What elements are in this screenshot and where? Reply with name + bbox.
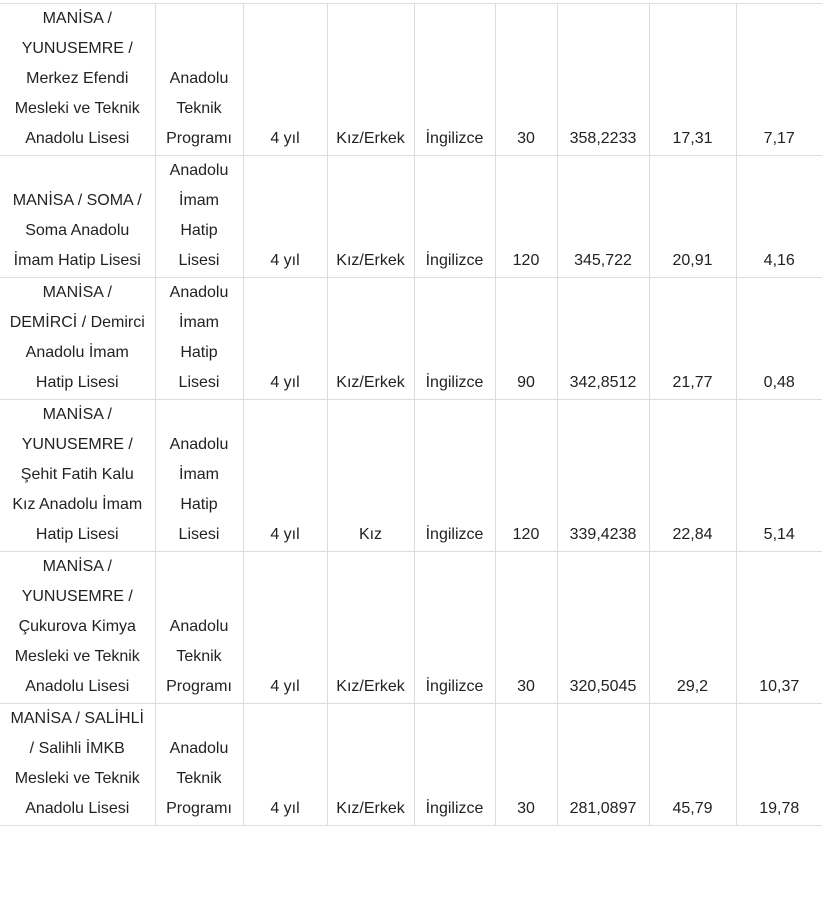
school-name-line: İmam Hatip Lisesi bbox=[13, 252, 141, 269]
gender-cell: Kız/Erkek bbox=[327, 4, 414, 156]
program-type-line: Lisesi bbox=[178, 526, 220, 543]
school-name-line: YUNUSEMRE / bbox=[21, 588, 133, 605]
percentile-cell: 17,31 bbox=[649, 4, 736, 156]
quota-cell: 120 bbox=[495, 156, 557, 278]
program-type-cell bbox=[155, 552, 243, 704]
quota-cell: 120 bbox=[495, 400, 557, 552]
program-type-cell bbox=[155, 400, 243, 552]
program-type-cell bbox=[155, 4, 243, 156]
program-type-cell bbox=[155, 704, 243, 826]
gender-cell: Kız/Erkek bbox=[327, 552, 414, 704]
school-name-line: Anadolu İmam bbox=[25, 344, 129, 361]
program-type-line: Anadolu bbox=[169, 618, 229, 635]
duration-cell: 4 yıl bbox=[243, 4, 327, 156]
table-body bbox=[0, 4, 822, 826]
table-row bbox=[0, 704, 822, 826]
gender-cell: Kız/Erkek bbox=[327, 704, 414, 826]
duration-cell: 4 yıl bbox=[243, 552, 327, 704]
school-name-line: Soma Anadolu bbox=[25, 222, 130, 239]
score-cell: 342,8512 bbox=[557, 278, 649, 400]
school-name-line: Merkez Efendi bbox=[26, 70, 129, 87]
school-name-cell bbox=[0, 156, 155, 278]
school-name-line: Anadolu Lisesi bbox=[25, 130, 130, 147]
school-name-cell bbox=[0, 704, 155, 826]
school-name-line: Mesleki ve Teknik bbox=[14, 770, 140, 787]
school-name-line: MANİSA / bbox=[42, 558, 112, 575]
score-cell: 281,0897 bbox=[557, 704, 649, 826]
duration-cell: 4 yıl bbox=[243, 704, 327, 826]
program-type-line: İmam bbox=[179, 192, 219, 209]
program-type-line: İmam bbox=[179, 314, 219, 331]
school-name-line: Anadolu Lisesi bbox=[25, 800, 130, 817]
program-type-line: Anadolu bbox=[169, 740, 229, 757]
score-cell: 358,2233 bbox=[557, 4, 649, 156]
language-cell: İngilizce bbox=[414, 156, 495, 278]
last-value-cell: 10,37 bbox=[736, 552, 822, 704]
percentile-cell: 45,79 bbox=[649, 704, 736, 826]
last-value-cell: 4,16 bbox=[736, 156, 822, 278]
program-type-line: Programı bbox=[166, 800, 232, 817]
school-name-line: Kız Anadolu İmam bbox=[12, 496, 143, 513]
quota-cell: 90 bbox=[495, 278, 557, 400]
school-name-line: MANİSA / bbox=[42, 406, 112, 423]
score-cell: 345,722 bbox=[557, 156, 649, 278]
percentile-cell: 20,91 bbox=[649, 156, 736, 278]
last-value-cell: 0,48 bbox=[736, 278, 822, 400]
school-name-line: YUNUSEMRE / bbox=[21, 40, 133, 57]
program-type-line: Hatip bbox=[180, 222, 218, 239]
program-type-line: Teknik bbox=[176, 100, 222, 117]
percentile-cell: 22,84 bbox=[649, 400, 736, 552]
school-name-line: Mesleki ve Teknik bbox=[14, 648, 140, 665]
gender-cell: Kız/Erkek bbox=[327, 156, 414, 278]
table-row bbox=[0, 552, 822, 704]
program-type-line: İmam bbox=[179, 466, 219, 483]
program-type-cell bbox=[155, 156, 243, 278]
program-type-line: Anadolu bbox=[169, 436, 229, 453]
quota-cell: 30 bbox=[495, 552, 557, 704]
program-type-cell bbox=[155, 278, 243, 400]
school-name-line: Çukurova Kimya bbox=[18, 618, 136, 635]
gender-cell: Kız bbox=[327, 400, 414, 552]
program-type-line: Programı bbox=[166, 678, 232, 695]
table-row bbox=[0, 278, 822, 400]
school-name-cell bbox=[0, 278, 155, 400]
program-type-line: Lisesi bbox=[178, 374, 220, 391]
language-cell: İngilizce bbox=[414, 278, 495, 400]
schools-table bbox=[0, 3, 822, 826]
percentile-cell: 21,77 bbox=[649, 278, 736, 400]
duration-cell: 4 yıl bbox=[243, 156, 327, 278]
score-cell: 339,4238 bbox=[557, 400, 649, 552]
program-type-line: Lisesi bbox=[178, 252, 220, 269]
percentile-cell: 29,2 bbox=[649, 552, 736, 704]
last-value-cell: 7,17 bbox=[736, 4, 822, 156]
school-name-line: MANİSA / bbox=[42, 10, 112, 27]
school-name-line: Hatip Lisesi bbox=[35, 526, 119, 543]
school-name-cell bbox=[0, 4, 155, 156]
school-name-line: DEMİRCİ / Demirci bbox=[9, 314, 145, 331]
duration-cell: 4 yıl bbox=[243, 400, 327, 552]
score-cell: 320,5045 bbox=[557, 552, 649, 704]
quota-cell: 30 bbox=[495, 4, 557, 156]
program-type-line: Teknik bbox=[176, 770, 222, 787]
program-type-line: Anadolu bbox=[169, 284, 229, 301]
school-name-line: Anadolu Lisesi bbox=[25, 678, 130, 695]
table-row bbox=[0, 156, 822, 278]
language-cell: İngilizce bbox=[414, 552, 495, 704]
gender-cell: Kız/Erkek bbox=[327, 278, 414, 400]
table-row bbox=[0, 400, 822, 552]
school-name-cell bbox=[0, 552, 155, 704]
school-name-line: Hatip Lisesi bbox=[35, 374, 119, 391]
last-value-cell: 5,14 bbox=[736, 400, 822, 552]
school-name-line: Şehit Fatih Kalu bbox=[20, 466, 134, 483]
program-type-line: Teknik bbox=[176, 648, 222, 665]
program-type-line: Anadolu bbox=[169, 70, 229, 87]
language-cell: İngilizce bbox=[414, 400, 495, 552]
language-cell: İngilizce bbox=[414, 4, 495, 156]
school-name-line: MANİSA / SOMA / bbox=[12, 192, 142, 209]
school-name-line: YUNUSEMRE / bbox=[21, 436, 133, 453]
language-cell: İngilizce bbox=[414, 704, 495, 826]
duration-cell: 4 yıl bbox=[243, 278, 327, 400]
program-type-line: Programı bbox=[166, 130, 232, 147]
school-name-line: Mesleki ve Teknik bbox=[14, 100, 140, 117]
program-type-line: Anadolu bbox=[169, 162, 229, 179]
school-name-line: MANİSA / SALİHLİ bbox=[10, 710, 144, 727]
program-type-line: Hatip bbox=[180, 496, 218, 513]
program-type-line: Hatip bbox=[180, 344, 218, 361]
last-value-cell: 19,78 bbox=[736, 704, 822, 826]
table-row bbox=[0, 4, 822, 156]
quota-cell: 30 bbox=[495, 704, 557, 826]
school-name-line: MANİSA / bbox=[42, 284, 112, 301]
school-name-cell bbox=[0, 400, 155, 552]
school-name-line: / Salihli İMKB bbox=[29, 740, 125, 757]
